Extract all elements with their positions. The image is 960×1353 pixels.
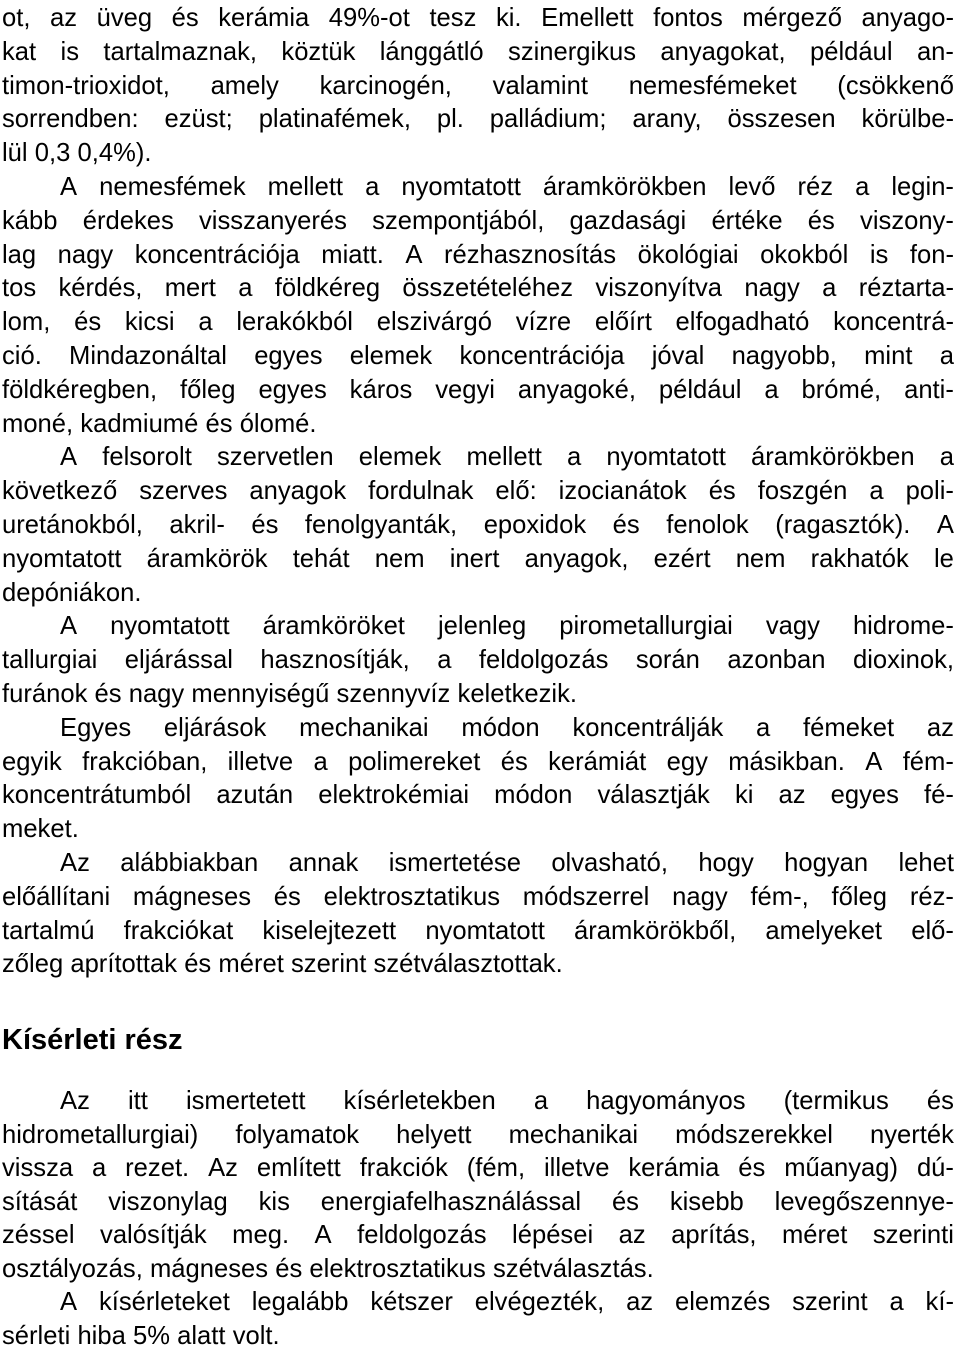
text-line: moné, kadmiumé és ólomé.: [2, 409, 317, 438]
text-line: következő szerves anyagok fordulnak elő: izocianátok és foszgén a poli-: [2, 477, 954, 506]
text-line: A nyomtatott áramköröket jelenleg pirometallurgiai vagy hidrome-: [60, 612, 954, 641]
text-line: A nemesfémek mellett a nyomtatott áramkörökben levő réz a legin-: [60, 173, 954, 201]
text-line: Egyes eljárások mechanikai módon koncentrálják a fémeket az: [60, 713, 954, 742]
text-line: Az itt ismertetett kísérletekben a hagyományos (termikus és: [60, 1087, 954, 1115]
text-line: sítását viszonylag kis energiafelhasználással és kisebb levegőszennye-: [2, 1187, 954, 1216]
text-line: lül 0,3 0,4%).: [2, 139, 152, 168]
text-line: depóniákon.: [2, 578, 142, 607]
text-line: ció. Mindazonáltal egyes elemek koncentrációja jóval nagyobb, mint a: [2, 342, 954, 370]
text-line: vissza a rezet. Az említett frakciók (fém, illetve kerámia és műanyag) dú-: [2, 1154, 954, 1182]
text-line: földkéregben, főleg egyes káros vegyi anyagoké, például a brómé, anti-: [2, 375, 954, 404]
text-line: koncentrátumból azután elektrokémiai módon választják ki az egyes fé-: [2, 781, 954, 810]
text-line: tos kérdés, mert a földkéreg összetételéhez viszonyítva nagy a réztarta-: [2, 274, 954, 303]
text-line: A felsorolt szervetlen elemek mellett a nyomtatott áramkörökben a: [60, 443, 954, 472]
text-line: sorrendben: ezüst; platinafémek, pl. palládium; arany, összesen körülbe-: [2, 105, 954, 134]
text-line: tallurgiai eljárással hasznosítják, a feldolgozás során azonban dioxinok,: [2, 646, 954, 675]
text-line: kább érdekes visszanyerés szempontjából, gazdasági értéke és viszony-: [2, 206, 954, 235]
text-line: lag nagy koncentrációja miatt. A rézhasznosítás ökológiai okokból is fon-: [2, 240, 954, 269]
text-line: előállítani mágneses és elektrosztatikus módszerrel nagy fém-, főleg réz-: [2, 882, 954, 911]
text-line: sérleti hiba 5% alatt volt.: [2, 1321, 280, 1350]
text-line: lom, és kicsi a lerakókból elszivárgó vízre előírt elfogadható koncentrá-: [2, 308, 954, 337]
text-line: meket.: [2, 815, 79, 844]
text-line: A kísérleteket legalább kétszer elvégezték, az elemzés szerint a kí-: [60, 1288, 954, 1316]
text-line: egyik frakcióban, illetve a polimereket és kerámiát egy másikban. A fém-: [2, 747, 954, 776]
text-line: Az alábbiakban annak ismertetése olvasható, hogy hogyan lehet: [60, 849, 954, 877]
text-line: uretánokból, akril- és fenolgyanták, epoxidok és fenolok (ragasztók). A: [2, 511, 954, 539]
text-line: timon-trioxidot, amely karcinogén, valamint nemesfémeket (csökkenő: [2, 71, 954, 100]
text-line: furánok és nagy mennyiségű szennyvíz keletkezik.: [2, 680, 577, 708]
text-line: zőleg aprítottak és méret szerint szétválasztottak.: [2, 950, 563, 979]
text-line: osztályozás, mágneses és elektrosztatikus szétválasztás.: [2, 1254, 654, 1283]
section-heading: Kísérleti rész: [2, 1024, 183, 1056]
text-line: tartalmú frakciókat kiselejtezett nyomtatott áramkörökből, amelyeket elő-: [2, 916, 954, 945]
text-line: hidrometallurgiai) folyamatok helyett mechanikai módszerekkel nyerték: [2, 1120, 954, 1149]
text-line: kat is tartalmaznak, köztük lánggátló szinergikus anyagokat, például an-: [2, 37, 954, 66]
text-line: zéssel valósítják meg. A feldolgozás lépései az aprítás, méret szerinti: [2, 1221, 954, 1249]
text-line: nyomtatott áramkörök tehát nem inert anyagok, ezért nem rakhatók le: [2, 544, 954, 573]
text-line: ot, az üveg és kerámia 49%-ot tesz ki. Emellett fontos mérgező anyago-: [2, 4, 954, 32]
